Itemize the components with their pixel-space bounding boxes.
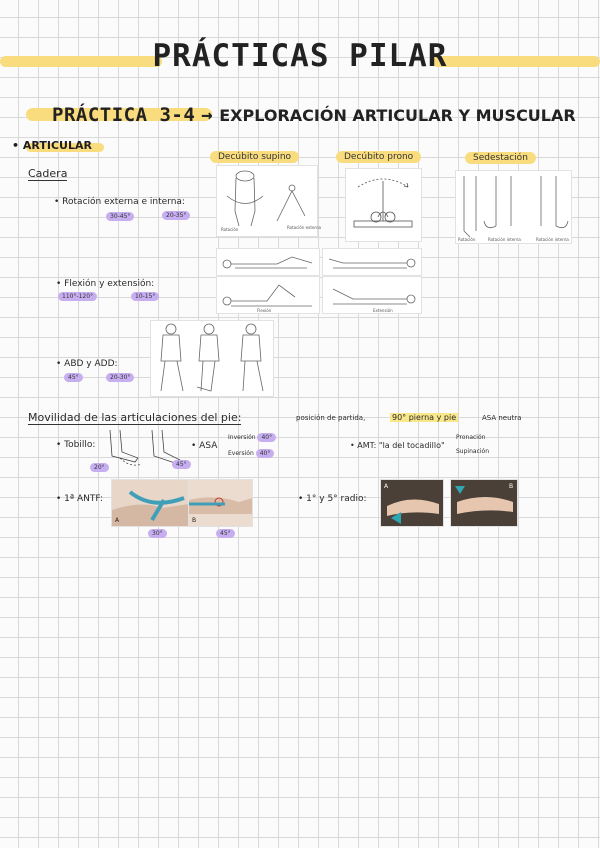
pie-heading: Movilidad de las articulaciones del pie: [28, 411, 242, 424]
extension-value: 10-15° [131, 292, 159, 301]
figure-hip-rotation-seated [455, 170, 572, 244]
figure-radio-b [450, 479, 518, 527]
figure-hip-rotation-prone [345, 168, 422, 242]
asa-eversion-label: Eversión [228, 450, 254, 457]
antf-value-b: 45° [216, 529, 235, 538]
flexion-value: 110°-120° [58, 292, 97, 301]
asa-eversion-value: 40° [256, 449, 275, 458]
rotacion-value-internal: 20-35° [162, 211, 190, 220]
fig-label-rot-externa: Rotación externa [287, 225, 321, 230]
asa-label: • ASA [191, 441, 218, 451]
fig-label-sed-rotacion: Rotación [458, 237, 476, 242]
antf-label: • 1ª ANTF: [56, 494, 103, 504]
flexion-label: • Flexión y extensión: [56, 279, 155, 289]
abd-value: 45° [64, 373, 83, 382]
figure-hip-extension-2 [322, 276, 422, 314]
figure-antf-a [111, 479, 190, 527]
asa-eversion [228, 450, 274, 457]
fig-label-rotacion: Rotación [221, 227, 239, 232]
position-label-supino: Decúbito supino [210, 151, 299, 163]
antf-value-a: 30° [148, 529, 167, 538]
fig-tag-b: B [192, 517, 197, 524]
fig-tag-a: A [115, 517, 120, 524]
practice-topic: EXPLORACIÓN ARTICULAR Y MUSCULAR [219, 106, 576, 125]
position-label-sedestacion: Sedestación [465, 152, 536, 164]
radio-label: • 1° y 5° radio: [298, 494, 367, 504]
figure-hip-flexion-2 [216, 276, 320, 314]
fig-tag-radio-b: B [509, 483, 514, 490]
rotacion-value-external: 30-45° [106, 212, 134, 221]
fig-label-sed-interna-2: Rotación interna [536, 237, 569, 242]
pie-position-text: posición de partida, [296, 414, 366, 422]
figure-hip-flexion-1 [216, 248, 320, 276]
practice-heading [52, 104, 576, 126]
arrow-icon: → [201, 104, 214, 126]
tobillo-value-plantar: 45° [172, 460, 191, 469]
abd-add-label: • ABD y ADD: [56, 359, 118, 369]
figure-hip-extension-1 [322, 248, 422, 276]
amt-pronacion: Pronación [456, 434, 486, 441]
figure-hip-rotation-supine [216, 165, 321, 237]
pie-highlight: 90° pierna y pie [392, 413, 457, 422]
figure-hip-abduction-adduction [150, 320, 274, 397]
practice-number: PRÁCTICA 3-4 [52, 104, 196, 126]
figure-antf-b [188, 479, 253, 527]
fig-label-sed-interna-1: Rotación interna [488, 237, 521, 242]
page-title: PRÁCTICAS PILAR [152, 38, 448, 74]
asa-inversion-value: 40° [257, 433, 276, 442]
pie-neutral: ASA neutra [482, 414, 522, 422]
tobillo-label: • Tobillo: [56, 440, 96, 450]
cadera-heading: Cadera [28, 167, 68, 180]
section-articular [12, 139, 92, 152]
add-value: 20-30° [106, 373, 134, 382]
bullet: • [12, 139, 20, 152]
position-label-prono: Decúbito prono [336, 151, 421, 163]
fig-label-flexion-1: Flexión [257, 308, 272, 313]
fig-label-extension: Extensión [373, 308, 393, 313]
figure-radio-a [380, 479, 444, 527]
fig-tag-radio-a: A [384, 483, 389, 490]
rotacion-label: • Rotación externa e interna: [54, 197, 185, 207]
asa-inversion-label: Inversión [228, 434, 256, 441]
amt-supinacion: Supinación [456, 448, 490, 455]
asa-inversion [228, 434, 276, 441]
section-articular-label: ARTICULAR [22, 139, 92, 152]
amt-label: • AMT: "la del tocadillo" [350, 441, 445, 450]
tobillo-value-dorsal: 20° [90, 463, 109, 472]
